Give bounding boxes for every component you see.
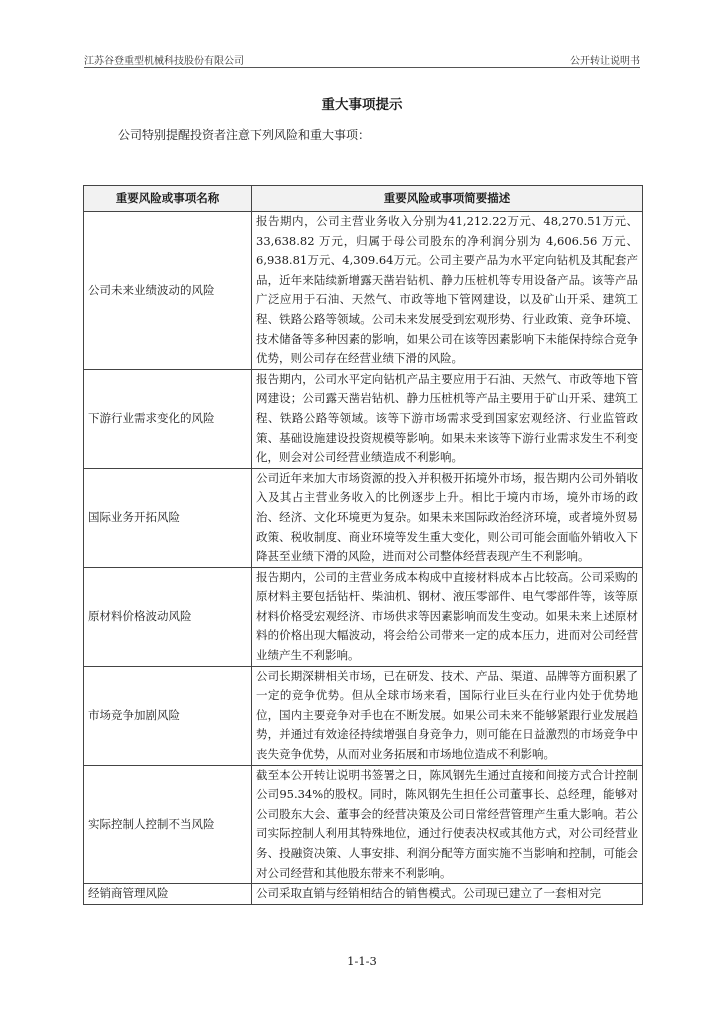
risk-name: 原材料价格波动风险: [84, 567, 252, 666]
risk-desc: 公司近年来加大市场资源的投入并积极开拓境外市场，报告期内公司外销收入及其占主营业务收入的比例逐步上升。相比于境内市场，境外市场的政治、经济、文化环境更为复杂。如果未来国际政治经济环境，或者境外贸易政策、税收制度、商业环境等发生重大变化，则公司可能会面临外销收入下降甚至业绩下滑的风险，进而对公司整体经营表现产生不利影响。: [252, 468, 643, 567]
risk-desc: 报告期内，公司水平定向钻机产品主要应用于石油、天然气、市政等地下管网建设；公司露天凿岩钻机、静力压桩机等产品主要用于矿山开采、建筑工程、铁路公路等领域。该等下游市场需求受到国家宏观经济、行业监管政策、基础设施建设投资规模等影响。如果未来该等下游行业需求发生不利变化，则会对公司经营业绩造成不利影响。: [252, 369, 643, 468]
risk-desc: 公司采取直销与经销相结合的销售模式。公司现已建立了一套相对完: [252, 884, 643, 905]
risk-name: 公司未来业绩波动的风险: [84, 212, 252, 370]
col-header-name: 重要风险或事项名称: [84, 186, 252, 212]
table-row: [84, 212, 643, 370]
risk-desc: 报告期内，公司主营业务收入分别为41,212.22万元、48,270.51万元、33,638.82 万元，归属于母公司股东的净利润分别为 4,606.56 万元、6,938.81万元、4,309.64万元。公司主要产品为水平定向钻机及其配套产品，近年来陆续新增露天凿岩钻机、静力压桩机等专用设备产品。该等产品广泛应用于石油、天然气、市政等地下管网建设，以及矿山开采、建筑工程、铁路公路等领域。公司未来发展受到宏观形势、行业政策、竞争环境、技术储备等多种因素的影响，如果公司在该等因素影响下未能保持综合竞争优势，则公司存在经营业绩下滑的风险。: [252, 212, 643, 370]
risk-name: 国际业务开拓风险: [84, 468, 252, 567]
table-header-row: [84, 186, 643, 212]
intro-text: 公司特别提醒投资者注意下列风险和重大事项：: [118, 128, 371, 142]
table-row: [84, 765, 643, 884]
page-header: [84, 49, 640, 68]
page-title: 重大事项提示: [321, 97, 403, 113]
table-row: [84, 884, 643, 905]
col-header-desc: 重要风险或事项简要描述: [252, 186, 643, 212]
table-row: [84, 468, 643, 567]
risk-name: 下游行业需求变化的风险: [84, 369, 252, 468]
table-row: [84, 666, 643, 765]
risk-desc: 截至本公开转让说明书签署之日，陈风钢先生通过直接和间接方式合计控制公司95.34%的股权。同时，陈风钢先生担任公司董事长、总经理，能够对公司股东大会、董事会的经营决策及公司日常经营管理产生重大影响。若公司实际控制人利用其特殊地位，通过行使表决权或其他方式，对公司经营业务、投融资决策、人事安排、利润分配等方面实施不当影响和控制，可能会对公司经营和其他股东带来不利影响。: [252, 765, 643, 884]
risk-name: 市场竞争加剧风险: [84, 666, 252, 765]
risk-name: 实际控制人控制不当风险: [84, 765, 252, 884]
table-row: [84, 369, 643, 468]
page-number: 1-1-3: [347, 954, 377, 968]
risk-table: [83, 185, 643, 905]
risk-desc: 报告期内，公司的主营业务成本构成中直接材料成本占比较高。公司采购的原材料主要包括钻杆、柴油机、钢材、液压零部件、电气零部件等，该等原材料价格受宏观经济、市场供求等因素影响而发生变动。如果未来上述原材料的价格出现大幅波动，将会给公司带来一定的成本压力，进而对公司经营业绩产生不利影响。: [252, 567, 643, 666]
risk-desc: 公司长期深耕相关市场，已在研发、技术、产品、渠道、品牌等方面积累了一定的竞争优势。但从全球市场来看，国际行业巨头在行业内处于优势地位，国内主要竞争对手也在不断发展。如果公司未来不能够紧跟行业发展趋势，并通过有效途径持续增强自身竞争力，则可能在日益激烈的市场竞争中丧失竞争优势，从而对业务拓展和市场地位造成不利影响。: [252, 666, 643, 765]
table-row: [84, 567, 643, 666]
header-company: 江苏谷登重型机械科技股份有限公司: [84, 56, 244, 67]
header-doc-type: 公开转让说明书: [570, 56, 640, 67]
risk-name: 经销商管理风险: [84, 884, 252, 905]
